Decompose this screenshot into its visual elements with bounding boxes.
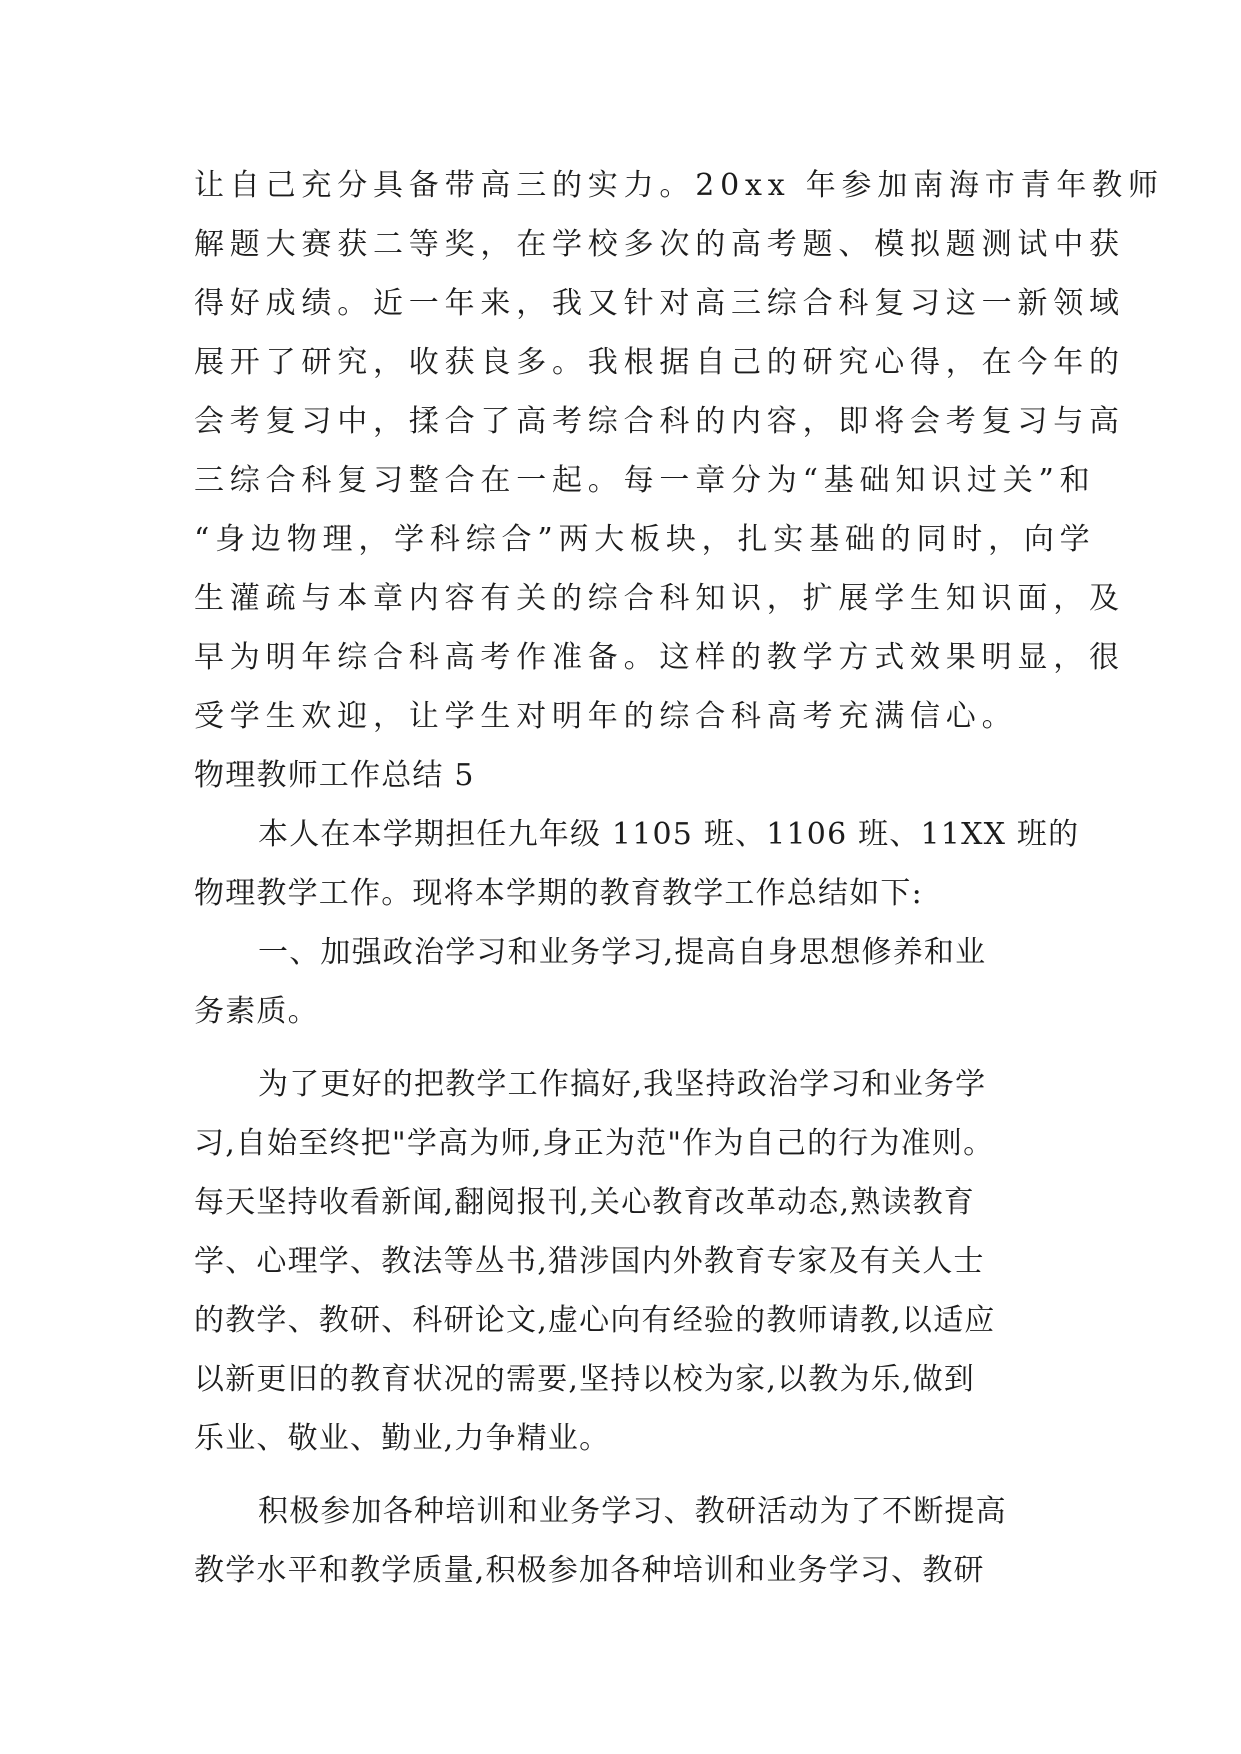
paragraph-block-3 — [194, 923, 1074, 1041]
text-line: “身边物理，学科综合”两大板块，扎实基础的同时，向学 — [194, 522, 1096, 557]
paragraph-spacer — [194, 1041, 1074, 1055]
paragraph-block-5 — [194, 1482, 1074, 1600]
text-line: 受学生欢迎，让学生对明年的综合科高考充满信心。 — [194, 699, 1018, 734]
text-line: 乐业、敬业、勤业,力争精业。 — [194, 1421, 611, 1456]
paragraph-block-2 — [194, 805, 1080, 923]
text-line: 学、心理学、教法等丛书,猎涉国内外教育专家及有关人士 — [194, 1244, 985, 1279]
text-line: 的教学、教研、科研论文,虚心向有经验的教师请教,以适应 — [194, 1303, 996, 1338]
text-line: 物理教学工作。现将本学期的教育教学工作总结如下: — [194, 876, 923, 911]
paragraph-spacer — [194, 1468, 1074, 1482]
text-line: 每天坚持收看新闻,翻阅报刊,关心教育改革动态,熟读教育 — [194, 1185, 976, 1220]
paragraph-block-4 — [194, 1055, 1074, 1468]
document-body — [194, 156, 1164, 1600]
text-line: 得好成绩。近一年来，我又针对高三综合科复习这一新领域 — [194, 286, 1125, 321]
text-line: 一、加强政治学习和业务学习,提高自身思想修养和业 — [258, 935, 987, 970]
text-line: 习,自始至终把"学高为师,身正为范"作为自己的行为准则。 — [194, 1126, 995, 1161]
text-line: 三综合科复习整合在一起。每一章分为“基础知识过关”和 — [194, 463, 1096, 498]
text-line: 为了更好的把教学工作搞好,我坚持政治学习和业务学 — [258, 1067, 987, 1102]
text-line: 解题大赛获二等奖，在学校多次的高考题、模拟题测试中获 — [194, 227, 1125, 262]
text-line: 教学水平和教学质量,积极参加各种培训和业务学习、教研 — [194, 1553, 985, 1588]
text-line: 积极参加各种培训和业务学习、教研活动为了不断提高 — [258, 1494, 1007, 1529]
text-line: 务素质。 — [194, 994, 319, 1029]
text-line: 早为明年综合科高考作准备。这样的教学方式效果明显，很 — [194, 640, 1125, 675]
paragraph-block-1 — [194, 156, 1164, 746]
text-line: 让自己充分具备带高三的实力。20xx 年参加南海市青年教师 — [194, 168, 1164, 203]
text-line: 生灌疏与本章内容有关的综合科知识，扩展学生知识面，及 — [194, 581, 1125, 616]
section-title: 物理教师工作总结 5 — [194, 758, 475, 793]
text-line: 展开了研究，收获良多。我根据自己的研究心得，在今年的 — [194, 345, 1125, 380]
text-line: 以新更旧的教育状况的需要,坚持以校为家,以教为乐,做到 — [194, 1362, 976, 1397]
text-line: 会考复习中，揉合了高考综合科的内容，即将会考复习与高 — [194, 404, 1125, 439]
text-line: 本人在本学期担任九年级 1105 班、1106 班、11XX 班的 — [258, 817, 1080, 852]
